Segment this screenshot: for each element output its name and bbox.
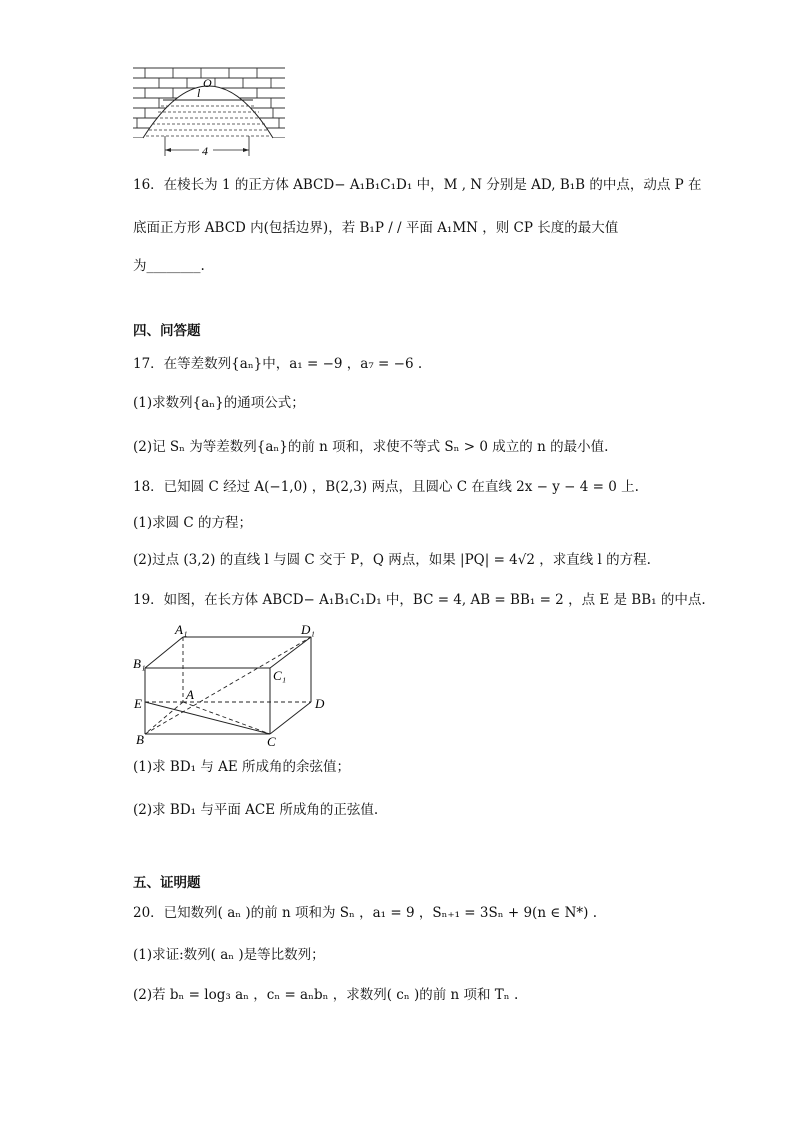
label-B1: B₁ [133, 656, 146, 671]
cuboid-figure [133, 622, 323, 748]
label-D1: D₁ [301, 622, 315, 637]
label-A1: A₁ [175, 622, 188, 637]
q16-line2: 底面正方形 ABCD 内(包括边界)，若 B₁P / / 平面 A₁MN ，则 CP 长度的最大值 [133, 220, 619, 236]
q18-stem: 18．已知圆 C 经过 A(−1,0) ，B(2,3) 两点，且圆心 C 在直线 2x − y − 4 = 0 上. [133, 479, 639, 495]
vertex-label-O: O [203, 76, 212, 90]
arch-bridge-figure [133, 64, 285, 162]
section5-title: 五、证明题 [133, 875, 201, 891]
label-E: E [134, 696, 142, 711]
label-D: D [315, 696, 325, 711]
arrow-right-icon [243, 148, 249, 152]
q19-part1: (1)求 BD₁ 与 AE 所成角的余弦值； [133, 759, 351, 775]
q19-part2: (2)求 BD₁ 与平面 ACE 所成角的正弦值. [133, 802, 379, 818]
arrow-left-icon [165, 148, 171, 152]
q18-part1: (1)求圆 C 的方程； [133, 515, 253, 531]
water-hatching [146, 100, 271, 136]
label-C: C [267, 734, 276, 749]
label-C1: C₁ [273, 668, 287, 683]
q18-part2: (2)过点 (3,2) 的直线 l 与圆 C 交于 P，Q 两点，如果 |PQ| = 4√2 ，求直线 l 的方程. [133, 552, 651, 568]
q17-part2: (2)记 Sₙ 为等差数列{aₙ}的前 n 项和，求使不等式 Sₙ > 0 成立的 n 的最小值. [133, 439, 609, 455]
line-label-l: l [197, 86, 201, 100]
q16-line3: 为________. [133, 258, 205, 274]
q20-part2: (2)若 bₙ = log₃ aₙ ，cₙ = aₙbₙ ，求数列( cₙ )的前 n 项和 Tₙ . [133, 987, 519, 1003]
label-B: B [136, 732, 144, 747]
q20-part1: (1)求证:数列( aₙ )是等比数列； [133, 947, 325, 963]
q17-part1: (1)求数列{aₙ}的通项公式； [133, 395, 305, 411]
q19-stem: 19．如图，在长方体 ABCD− A₁B₁C₁D₁ 中，BC = 4, AB = BB₁ = 2 ，点 E 是 BB₁ 的中点. [133, 592, 706, 608]
q17-stem: 17．在等差数列{aₙ}中，a₁ = −9 ，a₇ = −6 . [133, 356, 423, 372]
q16-line1: 16．在棱长为 1 的正方体 ABCD− A₁B₁C₁D₁ 中，M , N 分别是 AD, B₁B 的中点，动点 P 在 [133, 177, 702, 193]
section4-title: 四、问答题 [133, 323, 201, 339]
label-A: A [186, 687, 194, 702]
width-label: 4 [202, 144, 208, 158]
q20-stem: 20．已知数列( aₙ )的前 n 项和为 Sₙ ，a₁ = 9 ，Sₙ₊₁ = 3Sₙ + 9(n ∈ N*) . [133, 905, 597, 921]
